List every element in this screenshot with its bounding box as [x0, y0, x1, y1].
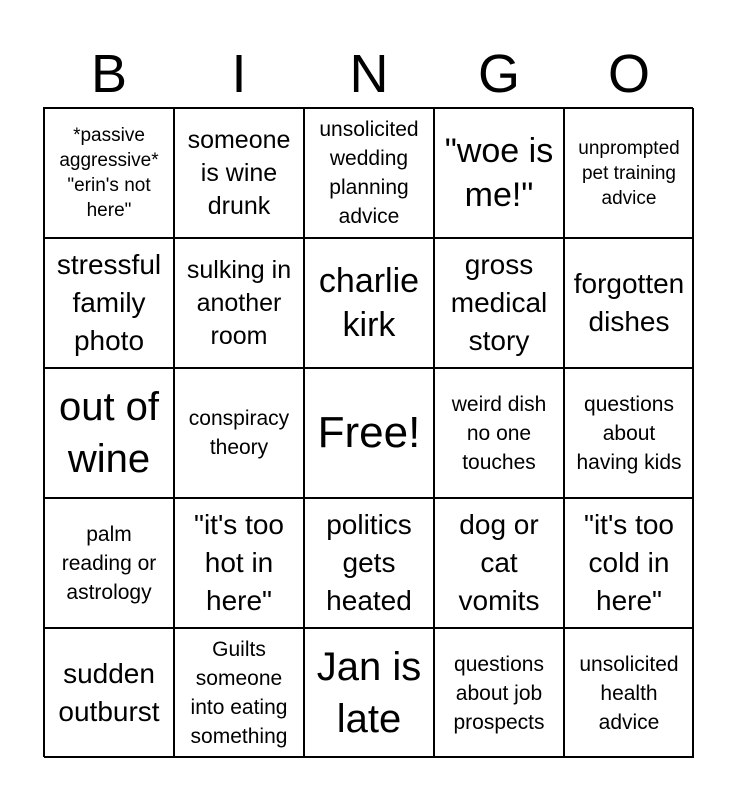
- cell-text: weird dish no one touches: [451, 392, 547, 474]
- bingo-cell[interactable]: [434, 498, 564, 628]
- bingo-cell[interactable]: [434, 108, 564, 238]
- cell-text: gross medical story: [450, 249, 548, 356]
- bingo-cell[interactable]: [44, 628, 174, 758]
- bingo-cell[interactable]: [174, 368, 304, 498]
- cell-text: Free!: [317, 408, 421, 457]
- cell-text: stressful family photo: [56, 249, 162, 356]
- cell-text: charlie kirk: [318, 262, 420, 344]
- bingo-cell[interactable]: [174, 628, 304, 758]
- cell-text: conspiracy theory: [188, 407, 290, 459]
- cell-text: dog or cat vomits: [458, 509, 540, 616]
- bingo-cell[interactable]: [174, 238, 304, 368]
- header-letter-g: G: [477, 44, 520, 104]
- cell-text: forgotten dishes: [573, 268, 685, 337]
- bingo-cell[interactable]: [434, 368, 564, 498]
- bingo-cell[interactable]: [44, 368, 174, 498]
- bingo-free-cell[interactable]: [304, 368, 434, 498]
- bingo-cell[interactable]: [564, 238, 694, 368]
- bingo-cell[interactable]: [304, 628, 434, 758]
- cell-text: politics gets heated: [326, 509, 412, 616]
- cell-text: out of wine: [58, 385, 160, 481]
- bingo-cell[interactable]: [304, 108, 434, 238]
- cell-text: unsolicited health advice: [579, 652, 679, 734]
- cell-text: "woe is me!": [444, 132, 554, 214]
- header-letter-b: B: [90, 44, 128, 104]
- bingo-cell[interactable]: [564, 368, 694, 498]
- cell-text: "it's too cold in here": [584, 509, 674, 616]
- cell-text: unprompted pet training advice: [578, 137, 680, 209]
- bingo-cell[interactable]: [434, 238, 564, 368]
- cell-text: someone is wine drunk: [187, 125, 291, 220]
- bingo-cell[interactable]: [44, 498, 174, 628]
- bingo-cell[interactable]: [174, 108, 304, 238]
- cell-text: *passive aggressive* "erin's not here": [59, 125, 159, 221]
- header-letter-n: N: [349, 44, 389, 104]
- cell-text: questions about having kids: [576, 392, 682, 474]
- cell-text: Jan is late: [316, 645, 422, 741]
- cell-text: questions about job prospects: [453, 652, 545, 734]
- cell-text: sulking in another room: [186, 255, 292, 350]
- bingo-cell[interactable]: [304, 238, 434, 368]
- bingo-cell[interactable]: [434, 628, 564, 758]
- bingo-header: [44, 42, 694, 106]
- cell-text: palm reading or astrology: [61, 522, 157, 604]
- bingo-cell[interactable]: [564, 108, 694, 238]
- bingo-cell[interactable]: [174, 498, 304, 628]
- cell-text: "it's too hot in here": [194, 509, 284, 616]
- bingo-cell[interactable]: [564, 628, 694, 758]
- cell-text: unsolicited wedding planning advice: [319, 118, 419, 228]
- cell-text: Guilts someone into eating something: [190, 638, 288, 748]
- cell-text: sudden outburst: [58, 658, 160, 727]
- bingo-cell[interactable]: [304, 498, 434, 628]
- bingo-cell[interactable]: [44, 108, 174, 238]
- bingo-board: [43, 107, 693, 757]
- bingo-cell[interactable]: [564, 498, 694, 628]
- bingo-cell[interactable]: [44, 238, 174, 368]
- header-letter-i: I: [231, 44, 247, 104]
- header-letter-o: O: [607, 44, 650, 104]
